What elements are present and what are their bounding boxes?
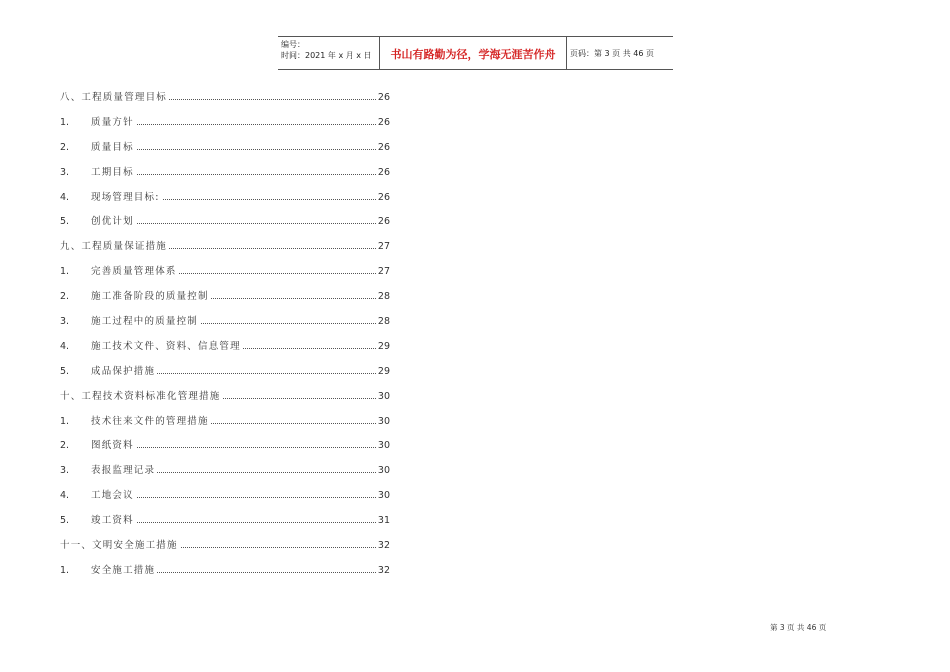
header-left-cell [278, 37, 378, 69]
toc-entry-page: 26 [377, 191, 390, 203]
toc-entry-page: 26 [377, 92, 390, 103]
toc-entry-number: 3. [60, 166, 70, 178]
toc-entry[interactable] [60, 266, 390, 291]
toc-entry-number: 4. [60, 490, 70, 502]
toc-entry-number: 1. [60, 564, 70, 576]
toc-entry-page: 26 [377, 116, 390, 128]
toc-leader-dots [94, 447, 376, 448]
toc-entry[interactable] [60, 316, 390, 341]
toc-entry-title: 工期目标 [91, 166, 134, 178]
footer-page-number: 第 3 页 共 46 页 [770, 623, 827, 632]
toc-entry-number: 2. [60, 291, 70, 303]
toc-entry-title: 工地会议 [91, 490, 134, 502]
toc-entry[interactable] [60, 490, 390, 515]
toc-entry-title: 九、工程质量保证措施 [60, 241, 168, 253]
document-header [278, 36, 673, 70]
toc-leader-dots [94, 149, 376, 150]
toc-entry-page: 30 [377, 490, 390, 502]
toc-entry-title: 施工技术文件、资料、信息管理 [91, 340, 241, 352]
toc-entry[interactable] [60, 565, 390, 590]
toc-entry[interactable] [60, 192, 390, 217]
toc-entry[interactable] [60, 465, 390, 490]
toc-entry[interactable] [60, 515, 390, 540]
toc-entry[interactable] [60, 291, 390, 316]
toc-leader-dots [94, 497, 376, 498]
header-page-cell [567, 37, 673, 69]
toc-entry[interactable] [60, 416, 390, 441]
toc-entry-page: 29 [377, 365, 390, 377]
toc-entry-title: 施工准备阶段的质量控制 [91, 291, 209, 303]
toc-entry[interactable] [60, 92, 390, 117]
toc-leader-dots [94, 522, 376, 523]
document-time-label: 时间：2021 年 x 月 x 日 [281, 51, 372, 60]
toc-entry-number: 4. [60, 191, 70, 203]
toc-entry-title: 技术往来文件的管理措施 [91, 415, 209, 427]
toc-entry-page: 26 [377, 216, 390, 228]
toc-leader-dots [94, 223, 376, 224]
toc-entry-number: 3. [60, 316, 70, 328]
toc-entry-page: 32 [377, 564, 390, 576]
toc-entry[interactable] [60, 142, 390, 167]
toc-entry-title: 施工过程中的质量控制 [91, 316, 199, 328]
header-motto: 书山有路勤为径，学海无涯苦作舟 [390, 48, 556, 61]
toc-entry-title: 八、工程质量管理目标 [60, 92, 168, 103]
toc-entry-page: 28 [377, 291, 390, 303]
toc-entry-title: 现场管理目标: [91, 191, 160, 203]
toc-entry-number: 4. [60, 340, 70, 352]
toc-entry[interactable] [60, 366, 390, 391]
toc-entry-number: 5. [60, 216, 70, 228]
toc-entry-page: 27 [377, 241, 390, 253]
toc-entry[interactable] [60, 117, 390, 142]
toc-entry-title: 安全施工措施 [91, 564, 156, 576]
toc-entry-number: 2. [60, 141, 70, 153]
toc-entry[interactable] [60, 391, 390, 416]
toc-entry[interactable] [60, 216, 390, 241]
header-motto-cell [379, 37, 567, 69]
page-footer [770, 622, 829, 633]
toc-entry-page: 30 [377, 390, 390, 402]
toc-entry-title: 表报监理记录 [91, 465, 156, 477]
toc-entry-title: 十一、文明安全施工措施 [60, 540, 178, 552]
toc-leader-dots [94, 174, 376, 175]
toc-entry[interactable] [60, 440, 390, 465]
toc-entry-number: 1. [60, 266, 70, 278]
toc-entry-page: 26 [377, 141, 390, 153]
toc-entry-page: 26 [377, 166, 390, 178]
toc-entry[interactable] [60, 540, 390, 565]
document-number-label: 编号： [281, 40, 305, 49]
toc-entry-number: 1. [60, 415, 70, 427]
toc-entry-title: 图纸资料 [91, 440, 134, 452]
toc-leader-dots [94, 124, 376, 125]
toc-entry-number: 3. [60, 465, 70, 477]
toc-entry-number: 5. [60, 365, 70, 377]
toc-entry-page: 27 [377, 266, 390, 278]
toc-entry-title: 完善质量管理体系 [91, 266, 177, 278]
toc-entry[interactable] [60, 341, 390, 366]
toc-entry-page: 30 [377, 415, 390, 427]
toc-entry-title: 十、工程技术资料标准化管理措施 [60, 390, 221, 402]
toc-entry-number: 1. [60, 116, 70, 128]
header-page-info: 页码：第 3 页 共 46 页 [570, 49, 654, 58]
toc-entry-title: 质量方针 [91, 116, 134, 128]
toc-entry-title: 竣工资料 [91, 515, 134, 527]
toc-entry-number: 5. [60, 515, 70, 527]
toc-entry-page: 28 [377, 316, 390, 328]
toc-entry-page: 32 [377, 540, 390, 552]
toc-entry-title: 创优计划 [91, 216, 134, 228]
toc-entry-page: 29 [377, 340, 390, 352]
toc-entry-title: 质量目标 [91, 141, 134, 153]
table-of-contents [60, 92, 390, 590]
toc-entry-page: 30 [377, 440, 390, 452]
toc-entry-page: 30 [377, 465, 390, 477]
toc-entry[interactable] [60, 241, 390, 266]
toc-entry-number: 2. [60, 440, 70, 452]
toc-entry-page: 31 [377, 515, 390, 527]
toc-entry-title: 成品保护措施 [91, 365, 156, 377]
toc-entry[interactable] [60, 167, 390, 192]
